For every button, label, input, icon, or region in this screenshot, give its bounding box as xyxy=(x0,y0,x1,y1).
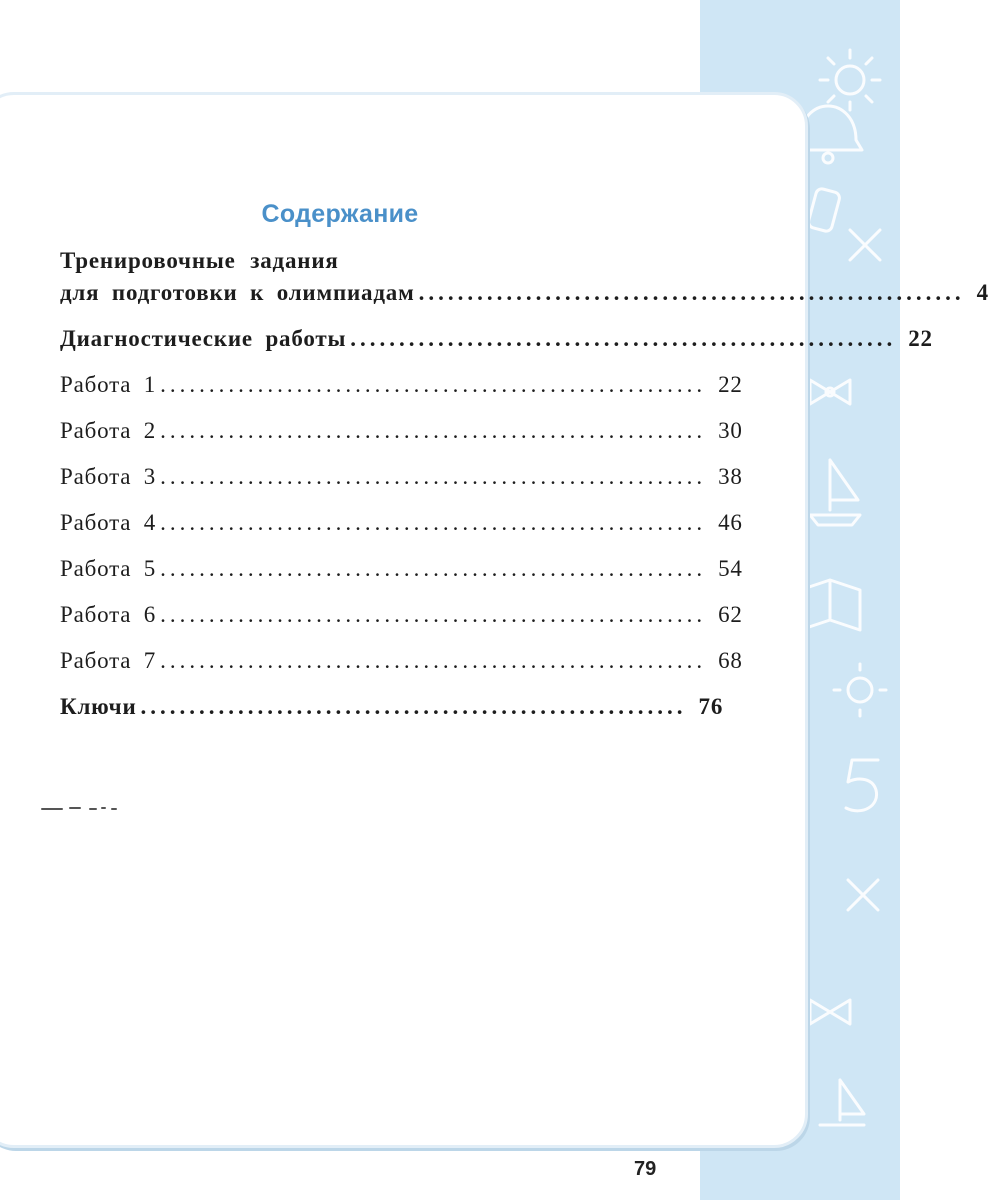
toc-page-number: 30 xyxy=(718,418,743,443)
toc-entry-work xyxy=(60,602,743,648)
toc-leader-dots: ........................................................ xyxy=(160,648,707,673)
toc-entry-label: Диагностические работы xyxy=(60,326,347,351)
toc-entry-label: Ключи xyxy=(60,694,137,719)
toc-page-number: 22 xyxy=(908,326,933,351)
bow-icon xyxy=(810,380,850,404)
toc-leader-dots: ........................................................ xyxy=(160,510,707,535)
toc-entry-label: Работа 3 xyxy=(60,464,157,489)
toc-entry-keys xyxy=(60,694,724,740)
page-title: Содержание xyxy=(261,200,419,228)
toc-entry-label: Работа 6 xyxy=(60,602,157,627)
cross-icon xyxy=(850,230,880,260)
toc-page-number: 76 xyxy=(698,694,724,719)
toc-entry-work xyxy=(60,372,743,418)
toc-page-number: 62 xyxy=(718,602,743,627)
sailboat-icon xyxy=(820,1080,864,1125)
toc-page-number: 22 xyxy=(718,372,743,397)
sailboat-icon xyxy=(810,460,860,525)
digit-zero-icon xyxy=(807,188,841,233)
toc-entry-label: Работа 5 xyxy=(60,556,157,581)
toc-entry-label: Работа 4 xyxy=(60,510,157,535)
toc-entry-training-line1 xyxy=(60,248,610,280)
toc-leader-dots: ........................................................ xyxy=(160,464,707,489)
toc-leader-dots: ........................................................ xyxy=(160,418,707,443)
toc-page-number: 54 xyxy=(718,556,743,581)
toc-entry-diagnostic xyxy=(60,326,933,372)
toc-leader-dots: ........................................................ xyxy=(160,556,707,581)
toc-page-number: 68 xyxy=(718,648,743,673)
bow-icon xyxy=(810,1000,850,1024)
toc-entry-work xyxy=(60,510,743,556)
toc-page-number: 38 xyxy=(718,464,743,489)
toc-leader-dots: ........................................................ xyxy=(160,372,707,397)
toc-entry-training xyxy=(60,280,989,326)
page-number: 79 xyxy=(634,1158,657,1180)
toc-page-number: 46 xyxy=(718,510,743,535)
toc-leader-dots: ........................................................ xyxy=(350,326,897,351)
toc-entry-label: для подготовки к олимпиадам xyxy=(60,280,415,305)
toc-entry-label: Работа 7 xyxy=(60,648,157,673)
toc-leader-dots: ........................................................ xyxy=(418,280,965,305)
toc-entry-label: Тренировочные задания xyxy=(60,248,339,273)
toc-entry-work xyxy=(60,418,743,464)
toc-page-number: 4 xyxy=(976,280,989,305)
toc-leader-dots: ........................................................ xyxy=(160,602,707,627)
cross-icon xyxy=(848,880,878,910)
toc-entry-work xyxy=(60,556,743,602)
sun-icon xyxy=(820,50,880,110)
sun-icon xyxy=(834,664,886,716)
toc-entry-label: Работа 1 xyxy=(60,372,157,397)
book-icon xyxy=(800,580,860,630)
print-smudge xyxy=(40,803,140,813)
toc-entry-label: Работа 2 xyxy=(60,418,157,443)
toc-entry-work xyxy=(60,464,743,510)
toc-leader-dots: ........................................................ xyxy=(140,694,687,719)
table-of-contents xyxy=(60,248,989,740)
toc-entry-work xyxy=(60,648,743,694)
digit-five-icon xyxy=(846,760,878,811)
